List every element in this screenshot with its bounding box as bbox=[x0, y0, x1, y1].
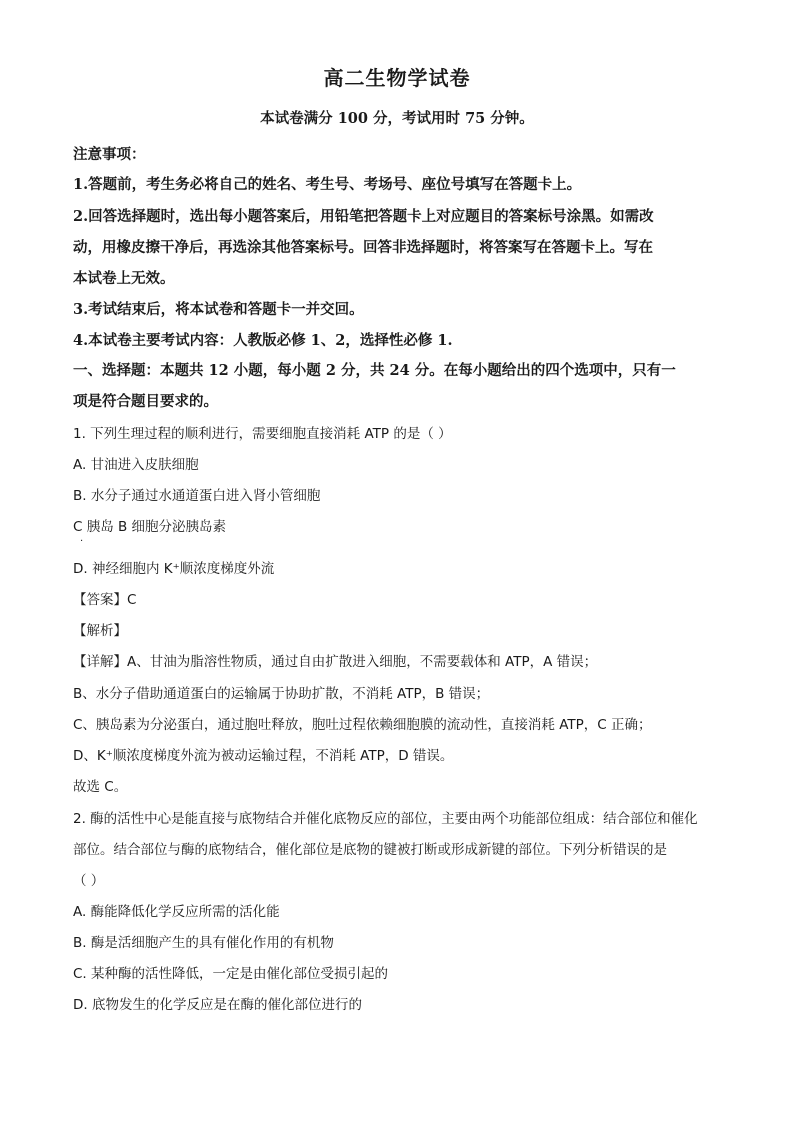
notice-item-4: 4.本试卷主要考试内容：人教版必修 1、2，选择性必修 1. bbox=[73, 332, 453, 349]
exam-subtitle: 本试卷满分 100 分，考试用时 75 分钟。 bbox=[260, 110, 534, 127]
detail-tag: 【详解】 bbox=[73, 654, 127, 670]
question-2-stem-line-3: （ ） bbox=[73, 873, 105, 889]
question-1-stem: 1. 下列生理过程的顺利进行，需要细胞直接消耗 ATP 的是（ ） bbox=[73, 426, 452, 442]
question-2-option-c: C. 某种酶的活性降低，一定是由催化部位受损引起的 bbox=[73, 966, 389, 982]
detail-line-3: C、胰岛素为分泌蛋白，通过胞吐释放，胞吐过程依赖细胞膜的流动性，直接消耗 ATP，C 正确； bbox=[73, 717, 652, 733]
answer-tag: 【答案】 bbox=[73, 592, 127, 608]
detail-line-4: D、K⁺顺浓度梯度外流为被动运输过程，不消耗 ATP，D 错误。 bbox=[73, 748, 454, 764]
notice-item-2-line-3: 本试卷上无效。 bbox=[73, 270, 175, 287]
stray-dot: · bbox=[80, 536, 84, 547]
question-1-option-d: D. 神经细胞内 K⁺顺浓度梯度外流 bbox=[73, 561, 275, 577]
answer-value: C bbox=[127, 592, 137, 608]
question-2-option-d: D. 底物发生的化学反应是在酶的催化部位进行的 bbox=[73, 997, 362, 1013]
question-2-option-a: A. 酶能降低化学反应所需的活化能 bbox=[73, 904, 280, 920]
notice-item-2-line-2: 动，用橡皮擦干净后，再选涂其他答案标号。回答非选择题时，将答案写在答题卡上。写在 bbox=[73, 239, 653, 256]
question-1-option-c: C 胰岛 B 细胞分泌胰岛素 bbox=[73, 519, 227, 535]
detail-line-2: B、水分子借助通道蛋白的运输属于协助扩散，不消耗 ATP，B 错误； bbox=[73, 686, 490, 702]
detail-line-1 bbox=[73, 650, 597, 670]
detail-text-1: A、甘油为脂溶性物质，通过自由扩散进入细胞，不需要载体和 ATP，A 错误； bbox=[127, 654, 598, 670]
analysis-tag: 【解析】 bbox=[73, 623, 127, 639]
question-2-option-b: B. 酶是活细胞产生的具有催化作用的有机物 bbox=[73, 935, 334, 951]
section-heading-line-2: 项是符合题目要求的。 bbox=[73, 393, 218, 410]
question-2-stem-line-1: 2. 酶的活性中心是能直接与底物结合并催化底物反应的部位，主要由两个功能部位组成：结合部位和催化 bbox=[73, 811, 698, 827]
notice-item-2-line-1: 2.回答选择题时，选出每小题答案后，用铅笔把答题卡上对应题目的答案标号涂黑。如需改 bbox=[73, 208, 654, 225]
question-1-option-b: B. 水分子通过水通道蛋白进入肾小管细胞 bbox=[73, 488, 321, 504]
section-heading-line-1: 一、选择题：本题共 12 小题，每小题 2 分，共 24 分。在每小题给出的四个选项中，只有一 bbox=[73, 362, 676, 379]
notice-item-3: 3.考试结束后，将本试卷和答题卡一并交回。 bbox=[73, 301, 364, 318]
question-2-stem-line-2: 部位。结合部位与酶的底物结合，催化部位是底物的键被打断或形成新键的部位。下列分析错误的是 bbox=[73, 842, 667, 858]
question-1-option-a: A. 甘油进入皮肤细胞 bbox=[73, 457, 199, 473]
page-title: 高二生物学试卷 bbox=[323, 66, 471, 90]
notice-item-1: 1.答题前，考生务必将自己的姓名、考生号、考场号、座位号填写在答题卡上。 bbox=[73, 176, 582, 193]
answer-line bbox=[73, 588, 136, 608]
notice-heading: 注意事项： bbox=[73, 146, 146, 163]
conclusion-line: 故选 C。 bbox=[73, 779, 128, 795]
